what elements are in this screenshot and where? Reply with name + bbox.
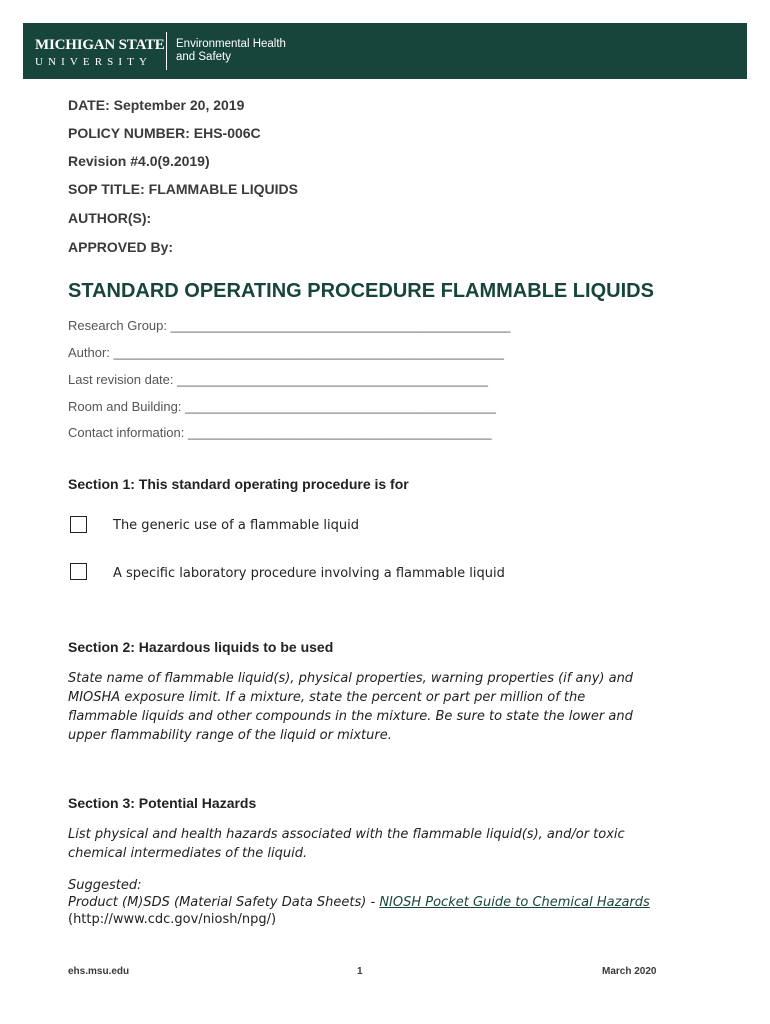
department-line-1: Environmental Health xyxy=(176,38,286,50)
checkbox-generic-use[interactable] xyxy=(70,516,87,533)
section-1-heading: Section 1: This standard operating procedure is for xyxy=(68,476,409,492)
meta-date: DATE: September 20, 2019 xyxy=(68,97,245,113)
department-line-2: and Safety xyxy=(176,51,231,63)
department-name xyxy=(176,38,286,64)
section-3-line-2: chemical intermediates of the liquid. xyxy=(68,846,308,861)
meta-sop-title: SOP TITLE: FLAMMABLE LIQUIDS xyxy=(68,181,298,197)
field-research-group: Research Group: _______________________________________________ xyxy=(68,318,511,333)
meta-revision: Revision #4.0(9.2019) xyxy=(68,153,210,169)
section-3-suggested xyxy=(68,877,688,928)
msu-logo xyxy=(35,38,165,69)
section-2-heading: Section 2: Hazardous liquids to be used xyxy=(68,639,334,655)
meta-policy-number: POLICY NUMBER: EHS-006C xyxy=(68,125,261,141)
section-2-line-4: upper flammability range of the liquid or mixture. xyxy=(68,728,392,743)
logo-line-1: MICHIGAN STATE xyxy=(35,37,165,53)
footer-website: ehs.msu.edu xyxy=(68,966,130,977)
section-3-instructions xyxy=(68,825,688,863)
suggested-product-text: Product (M)SDS (Material Safety Data Sheets) - xyxy=(68,895,380,910)
logo-line-2: UNIVERSITY xyxy=(35,56,152,68)
section-2-instructions xyxy=(68,669,688,745)
meta-authors: AUTHOR(S): xyxy=(68,210,152,226)
footer-page-number: 1 xyxy=(357,966,363,977)
checkbox-specific-procedure[interactable] xyxy=(70,563,87,580)
section-2-line-2: MIOSHA exposure limit. If a mixture, state the percent or part per million of the xyxy=(68,690,586,705)
suggested-label: Suggested: xyxy=(68,878,142,893)
section-2-line-3: flammable liquids and other compounds in the mixture. Be sure to state the lower and xyxy=(68,709,633,724)
field-author: Author: ______________________________________________________ xyxy=(68,345,504,360)
document-title: STANDARD OPERATING PROCEDURE FLAMMABLE LIQUIDS xyxy=(68,280,654,302)
header-banner xyxy=(23,23,747,79)
niosh-guide-link[interactable]: NIOSH Pocket Guide to Chemical Hazards xyxy=(379,895,650,910)
field-contact-info: Contact information: __________________________________________ xyxy=(68,425,492,440)
checkbox-generic-use-label: The generic use of a flammable liquid xyxy=(113,518,359,533)
suggested-product-line xyxy=(68,894,688,911)
field-room-building: Room and Building: ___________________________________________ xyxy=(68,399,496,414)
niosh-url: (http://www.cdc.gov/niosh/npg/) xyxy=(68,912,277,927)
field-last-revision-date: Last revision date: ___________________________________________ xyxy=(68,372,489,387)
section-3-line-1: List physical and health hazards associated with the flammable liquid(s), and/or toxic xyxy=(68,827,625,842)
checkbox-specific-procedure-label: A specific laboratory procedure involving a flammable liquid xyxy=(113,566,505,581)
footer-date: March 2020 xyxy=(602,966,657,977)
meta-approved-by: APPROVED By: xyxy=(68,239,174,255)
section-3-heading: Section 3: Potential Hazards xyxy=(68,795,257,811)
logo-divider xyxy=(166,32,167,70)
section-2-line-1: State name of flammable liquid(s), physical properties, warning properties (if any) and xyxy=(68,671,634,686)
